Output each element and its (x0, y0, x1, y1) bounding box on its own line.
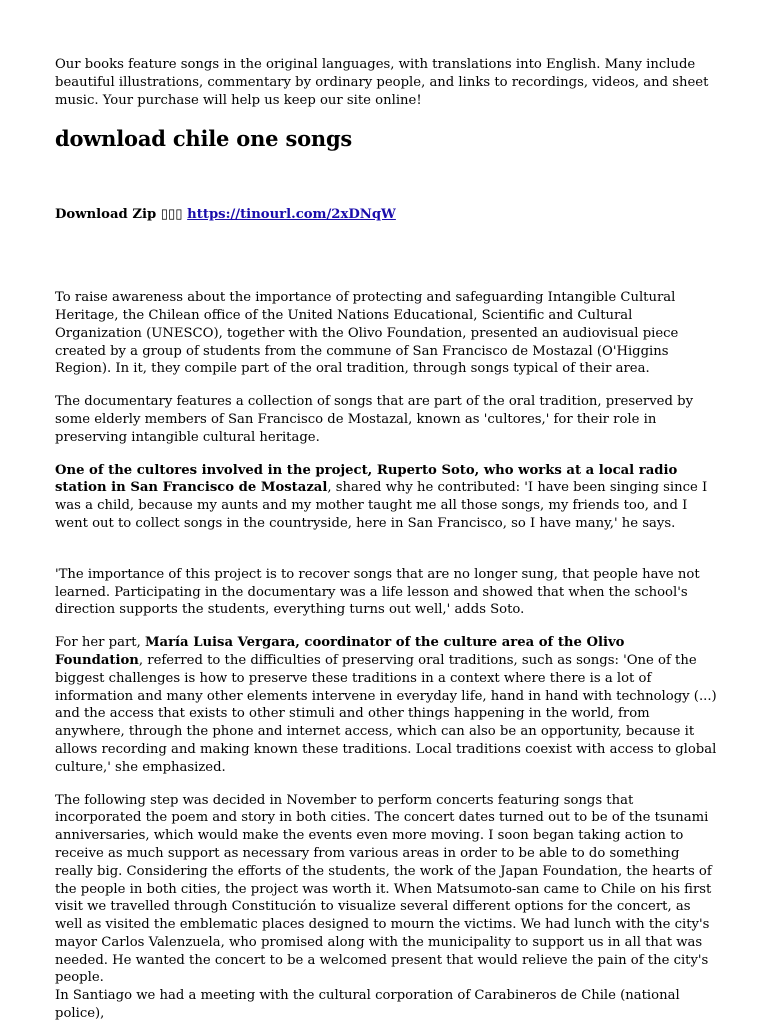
page-title: download chile one songs (55, 126, 353, 152)
paragraph-maria-luisa-pre: For her part, (55, 635, 145, 651)
arrow-glyphs: ▯▯▯ (160, 207, 183, 223)
paragraph-unesco: To raise awareness about the importance of protecting and safeguarding Intangible Cultural Heritage, the Chilean office of the United Nations Educational, Scientific and Cultural Organization (UNESCO), together with the Olivo Foundation, presented an audiovisual piece created by a group of students from the commune of San Francisco de Mostazal (O'Higgins Region). In it, they compile part of the oral tradition, through songs typical of their area. (55, 290, 679, 377)
intro-paragraph: Our books feature songs in the original languages, with translations into English. Many include beautiful illustrations, commentary by ordinary people, and links to recordings, videos, and sheet music. Your purchase will help us keep our site online! (55, 57, 709, 108)
download-label: Download Zip (55, 207, 157, 223)
paragraph-santiago: In Santiago we had a meeting with the cultural corporation of Carabineros de Chile (national police), (55, 988, 680, 1022)
article (55, 56, 717, 1023)
paragraph-documentary: The documentary features a collection of songs that are part of the oral tradition, preserved by some elderly members of San Francisco de Mostazal, known as 'cultores,' for their role in preserving intangible cultural heritage. (55, 394, 694, 445)
paragraph-ruperto-soto-rest: , shared why he contributed: 'I have been singing since I was a child, because my aunts and my mother taught me all those songs, my friends too, and I went out to collect songs in the countryside, here in San Francisco, so I have many,' he says. (55, 480, 708, 531)
paragraph-maria-luisa-rest: , referred to the difficulties of preserving oral traditions, such as songs: 'One of the biggest challenges is how to preserve these traditions in a context where there is a lot of information and many other elements intervene in everyday life, hand in hand with technology (...) and the access that exists to other stimuli and other things happening in the world, from anywhere, through the phone and internet access, which can also be an opportunity, because it allows recording and making known these traditions. Local traditions coexist with access to global culture,' she emphasized. (55, 652, 717, 775)
paragraph-ruperto-soto (55, 462, 717, 533)
paragraph-concerts: The following step was decided in November to perform concerts featuring songs that incorporated the poem and story in both cities. The concert dates turned out to be of the tsunami anniversaries, which would make the events even more moving. I soon began taking action to receive as much support as necessary from various areas in order to be able to do something really big. Considering the efforts of the students, the work of the Japan Foundation, the hearts of the people in both cities, the project was worth it. When Matsumoto-san came to Chile on his first visit we travelled through Constitución to visualize several different options for the concert, as well as visited the emblematic places designed to mourn the victims. We had lunch with the city's mayor Carlos Valenzuela, who promised along with the municipality to support us in all that was needed. He wanted the concert to be a welcomed present that would relieve the pain of the city's people. (55, 792, 712, 986)
download-line (55, 206, 717, 224)
download-link[interactable]: https://tinourl.com/2xDNqW (187, 207, 396, 223)
paragraph-importance: 'The importance of this project is to recover songs that are no longer sung, that people have not learned. Participating in the documentary was a life lesson and showed that when the school's direction supports the students, everything turns out well,' adds Soto. (55, 566, 700, 618)
paragraph-ruperto-soto-bold: One of the cultores involved in the project, Ruperto Soto, who works at a local radio station in San Francisco de Mostazal (55, 462, 678, 496)
paragraph-maria-luisa (55, 634, 717, 776)
paragraph-maria-luisa-bold: María Luisa Vergara, coordinator of the culture area of the Olivo Foundation (55, 635, 625, 668)
